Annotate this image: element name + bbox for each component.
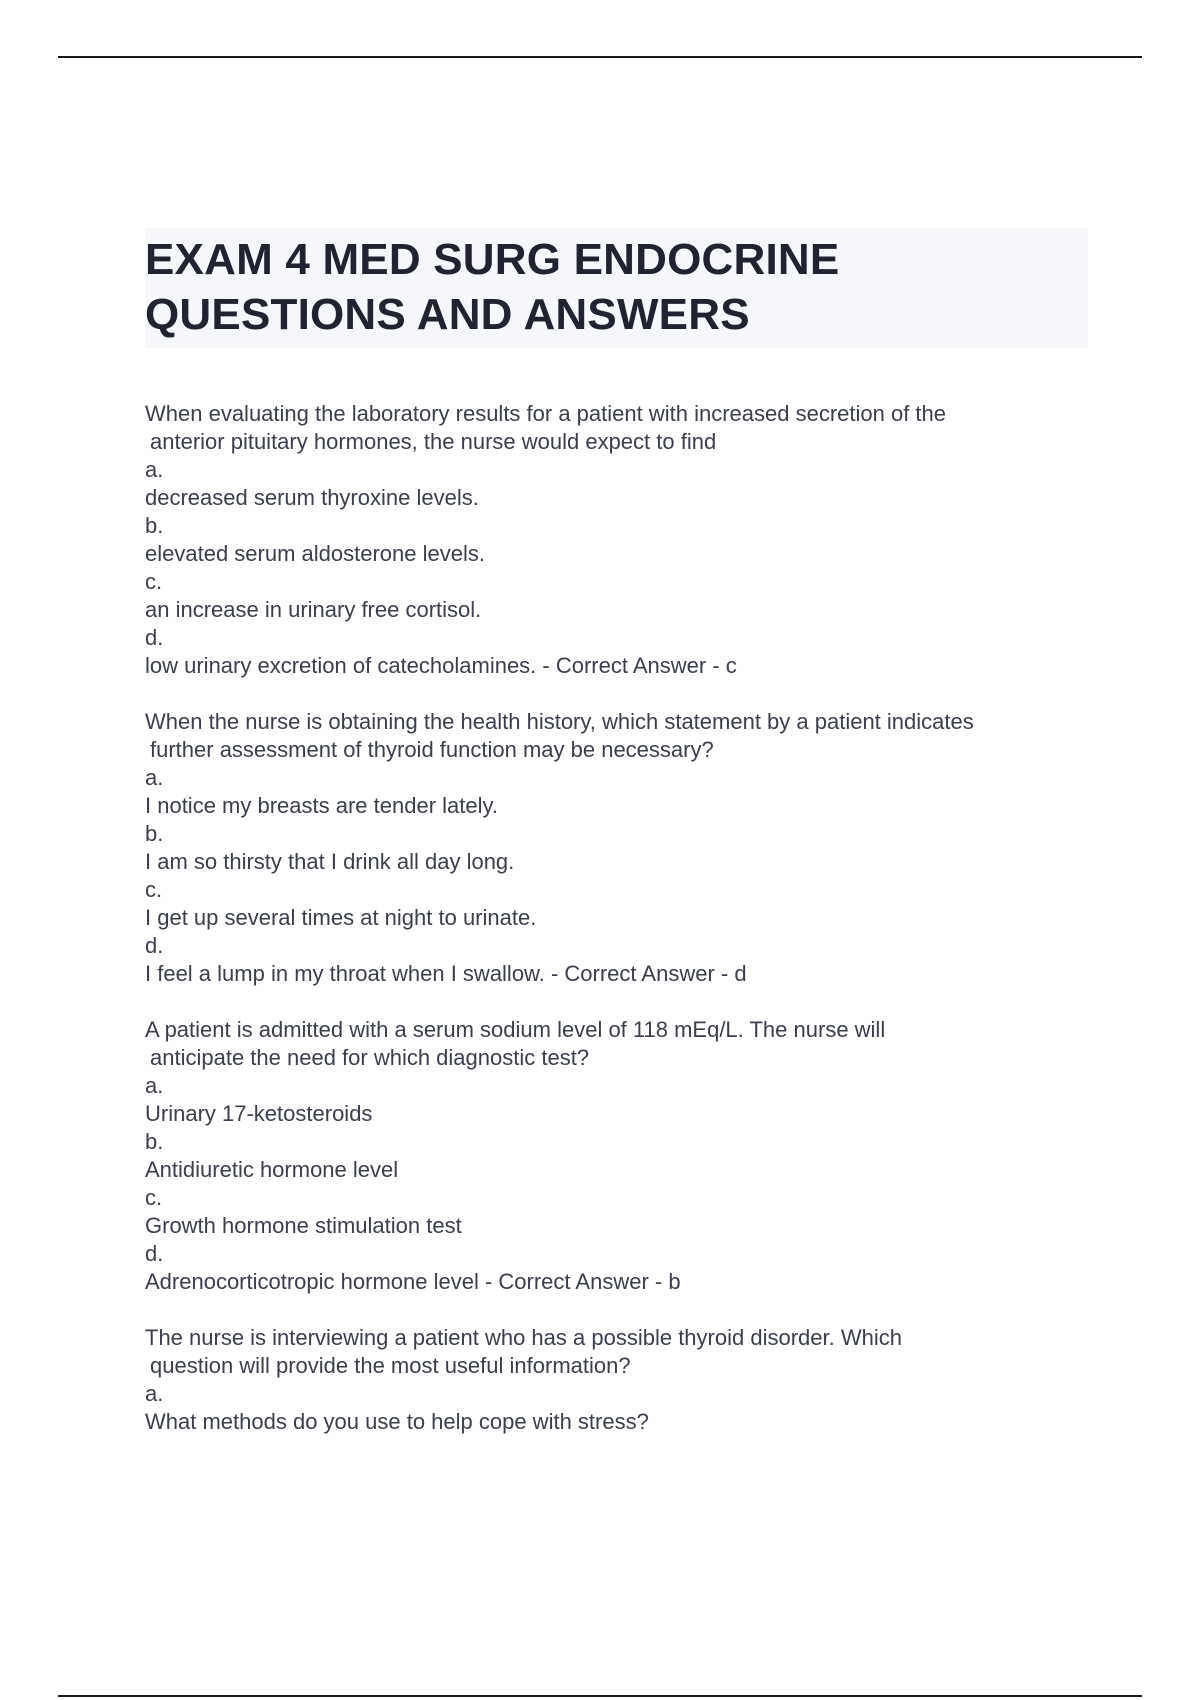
question-stem-line: A patient is admitted with a serum sodium level of 118 mEq/L. The nurse will	[145, 1017, 886, 1042]
option-letter: d.	[145, 625, 164, 650]
option-letter: d.	[145, 1241, 164, 1266]
option-letter: c.	[145, 1185, 163, 1210]
question-3	[145, 1016, 1090, 1296]
question-stem-line: When the nurse is obtaining the health history, which statement by a patient indicates	[145, 709, 974, 734]
option-text-with-answer: I feel a lump in my throat when I swallow. - Correct Answer - d	[145, 961, 747, 986]
option-letter: b.	[145, 1129, 164, 1154]
document-title-line-2: QUESTIONS AND ANSWERS	[145, 290, 750, 339]
bottom-rule	[58, 1695, 1142, 1697]
page-content	[145, 228, 1090, 1464]
option-text: Growth hormone stimulation test	[145, 1213, 462, 1238]
option-text: decreased serum thyroxine levels.	[145, 485, 479, 510]
option-letter: a.	[145, 1073, 164, 1098]
option-letter: c.	[145, 569, 163, 594]
option-text: What methods do you use to help cope with stress?	[145, 1409, 649, 1434]
question-list	[145, 400, 1090, 1436]
question-stem-line: The nurse is interviewing a patient who has a possible thyroid disorder. Which	[145, 1325, 902, 1350]
document-title-line-1: EXAM 4 MED SURG ENDOCRINE	[145, 235, 840, 284]
title-block	[145, 228, 1088, 348]
question-2	[145, 708, 1090, 988]
option-letter: b.	[145, 513, 164, 538]
option-text: elevated serum aldosterone levels.	[145, 541, 485, 566]
option-text: Antidiuretic hormone level	[145, 1157, 399, 1182]
option-text: Urinary 17-ketosteroids	[145, 1101, 373, 1126]
option-text-with-answer: low urinary excretion of catecholamines. - Correct Answer - c	[145, 653, 737, 678]
question-4	[145, 1324, 1090, 1436]
option-letter: d.	[145, 933, 164, 958]
question-stem-line: anticipate the need for which diagnostic test?	[150, 1045, 590, 1070]
question-1	[145, 400, 1090, 680]
question-stem-line: When evaluating the laboratory results for a patient with increased secretion of the	[145, 401, 947, 426]
option-text: an increase in urinary free cortisol.	[145, 597, 482, 622]
question-stem-line: further assessment of thyroid function may be necessary?	[150, 737, 714, 762]
option-letter: c.	[145, 877, 163, 902]
option-letter: b.	[145, 821, 164, 846]
top-rule	[58, 56, 1142, 58]
option-letter: a.	[145, 1381, 164, 1406]
question-stem-line: question will provide the most useful information?	[150, 1353, 631, 1378]
option-text: I notice my breasts are tender lately.	[145, 793, 498, 818]
question-stem-line: anterior pituitary hormones, the nurse would expect to find	[150, 429, 717, 454]
option-text: I get up several times at night to urinate.	[145, 905, 537, 930]
option-letter: a.	[145, 457, 164, 482]
option-text-with-answer: Adrenocorticotropic hormone level - Correct Answer - b	[145, 1269, 681, 1294]
option-letter: a.	[145, 765, 164, 790]
option-text: I am so thirsty that I drink all day long.	[145, 849, 515, 874]
